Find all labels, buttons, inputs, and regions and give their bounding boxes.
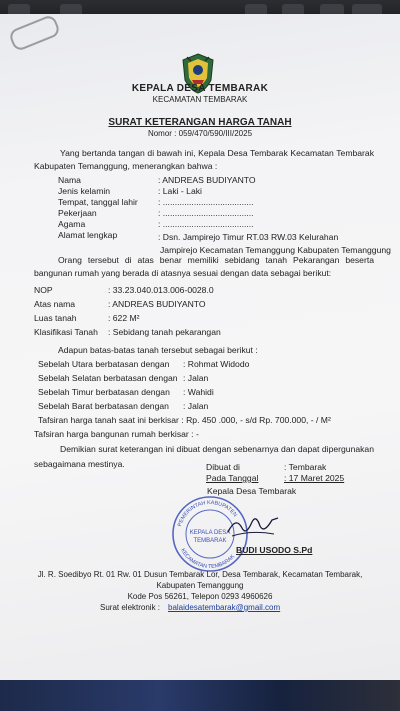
stamp-outer-top-text: PEMERINTAH KABUPATEN [177,499,238,528]
intro-paragraph: Yang bertanda tangan di bawah ini, Kepala Desa Tembarak Kecamatan Tembarak Kabupaten Temanggung, menerangkan bahwa : [34,148,374,171]
border-label-south: Sebelah Selatan berbatasan dengan [38,373,178,383]
land-value-area: : 622 M² [108,313,140,323]
field-label-gender: Jenis kelamin [58,186,111,196]
sign-date-label: Pada Tanggal [206,473,259,483]
border-value-south: : Jalan [183,373,209,383]
handwritten-signature [222,512,282,542]
signatory-name: BUDI USODO S.Pd [236,545,313,555]
border-value-west: : Jalan [183,401,209,411]
sign-date-value: : 17 Maret 2025 [284,473,345,483]
field-value-religion: : ...................................... [158,219,254,229]
footer-address-line-1: Jl. R. Soedibyo Rt. 01 Rw. 01 Dusun Tembarak Lor, Desa Tembarak, Kecamatan Tembarak, [37,570,363,579]
stamp-center-line-1: KEPALA DESA [189,530,231,536]
field-value-name: : ANDREAS BUDIYANTO [158,175,256,185]
paper-clip [8,14,62,53]
border-value-north: : Rohmat Widodo [183,359,250,369]
land-value-nop: : 33.23.040.013.006-0028.0 [108,285,214,295]
borders-intro: Adapun batas-batas tanah tersebut sebagai berikut : [58,345,258,355]
footer-email-link[interactable]: balaidesatembarak@gmail.com [168,603,281,612]
document-number: Nomor : 059/470/590/III/2025 [147,129,253,138]
price-building: Tafsiran harga bangunan rumah berkisar : - [34,429,199,439]
sign-place-value: : Tembarak [284,462,327,472]
sign-place-label: Dibuat di [206,462,240,472]
land-value-owner: : ANDREAS BUDIYANTO [108,299,206,309]
field-value-birth: : ...................................... [158,197,254,207]
footer-email-label: Surat elektronik : [100,603,161,612]
field-label-name: Nama [58,175,81,185]
letter-paper [0,14,400,682]
footer-address-line-2: Kabupaten Temanggung [156,581,244,590]
price-land: Tafsiran harga tanah saat ini berkisar : Rp. 450 .000, - s/d Rp. 700.000, - / M² [38,415,331,425]
fabric-background [0,680,400,711]
field-value-occupation: : ...................................... [158,208,254,218]
footer-contact: Kode Pos 56261, Telepon 0293 4960626 [127,592,273,601]
sign-position: Kepala Desa Tembarak [207,486,297,496]
field-value-address: : Dsn. Jampirejo Timur RT.03 RW.03 Kelurahan [158,232,339,242]
field-value-address-cont: Jampirejo Kecamatan Temanggung Kabupaten Temanggung [160,245,391,255]
statement-paragraph: Orang tersebut di atas benar memiliki sebidang tanah Pekarangan beserta bangunan rumah yang berada di atasnya sesuai dengan data sebagai berikut: [34,255,374,278]
letterhead-subtitle: KECAMATAN TEMBARAK [152,95,248,104]
border-label-north: Sebelah Utara berbatasan dengan [38,359,170,369]
letterhead-title: KEPALA DESA TEMBARAK [131,83,269,94]
border-value-east: : Wahidi [183,387,214,397]
field-label-occupation: Pekerjaan [58,208,97,218]
stamp-center-line-2: TEMBARAK [193,538,227,544]
land-label-nop: NOP [34,285,53,295]
document-title: SURAT KETERANGAN HARGA TANAH [108,117,292,128]
closing-paragraph: Demikian surat keterangan ini dibuat dengan sebenarnya dan dapat dipergunakan sebagaimana mestinya. [34,444,374,469]
land-label-class: Klasifikasi Tanah [34,327,98,337]
field-label-birth: Tempat, tanggal lahir [58,197,138,207]
field-value-gender: : Laki - Laki [158,186,202,196]
field-label-address: Alamat lengkap [58,230,118,240]
field-label-religion: Agama [58,219,86,229]
land-label-area: Luas tanah [34,313,77,323]
border-label-west: Sebelah Barat berbatasan dengan [38,401,169,411]
land-value-class: : Sebidang tanah pekarangan [108,327,221,337]
stamp-outer-bottom-text: KECAMATAN TEMBARAK [179,547,237,571]
border-label-east: Sebelah Timur berbatasan dengan [38,387,170,397]
land-label-owner: Atas nama [34,299,76,309]
